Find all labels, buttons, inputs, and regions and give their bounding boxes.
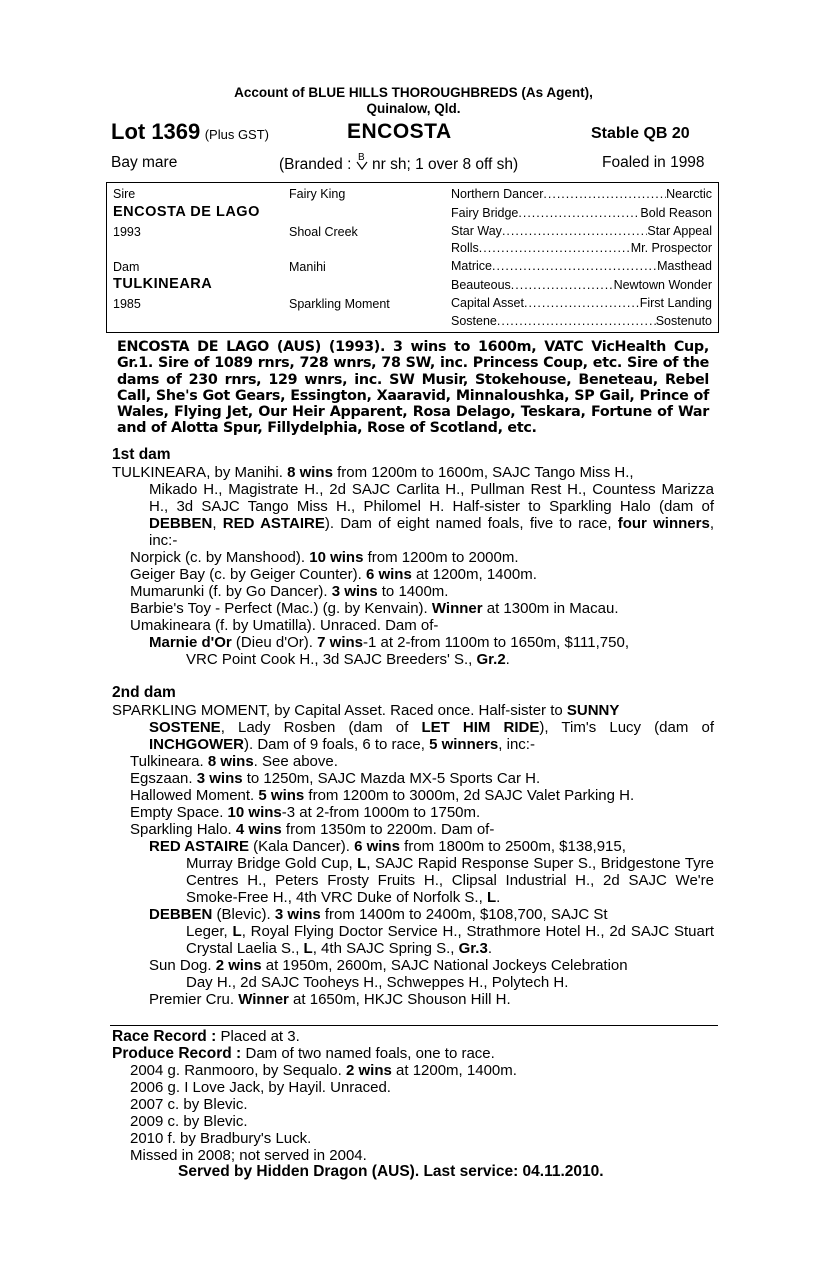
svg-text:B: B — [357, 152, 365, 163]
foal-entry: Norpick (c. by Manshood). 10 wins from 1200m to 2000m. — [130, 549, 519, 566]
foal-entry: Empty Space. 10 wins-3 at 2-from 1000m to 1750m. — [130, 804, 481, 821]
dam-dam: Sparkling Moment — [289, 297, 390, 311]
dam-name: TULKINEARA — [113, 276, 213, 292]
sire-summary: ENCOSTA DE LAGO (AUS) (1993). 3 wins to 1600m, VATC VicHealth Cup, Gr.1. Sire of 1089 rnrs, 728 wnrs, 78 SW, inc. Princess Coup, etc. Sire of the dams of 230 rnrs, 129 wnrs, inc. SW Musir, Stokehouse, Beneteau, Rebel Call, She's Got Gears, Essington, Xaaravid, Minnaloushka, SP Gail, Prince of Wales, Flying Jet, Our Heir Apparent, Rosa Delago, Teskara, Fortune of War and of Alotta Spur, Fillydelphia, Rose of Scotland, etc. — [117, 339, 709, 437]
foal-entry: Tulkineara. 8 wins. See above. — [130, 753, 338, 770]
sire-dam: Shoal Creek — [289, 225, 358, 239]
gen3-row: Northern Dancer ..... Nearctic — [451, 187, 712, 202]
section-divider — [110, 1025, 718, 1026]
grand-foal-entry: Sun Dog. 2 wins at 1950m, 2600m, SAJC National Jockeys Celebration — [149, 957, 628, 974]
foal-entry: Egszaan. 3 wins to 1250m, SAJC Mazda MX-5 Sports Car H. — [130, 770, 541, 787]
grand-foal-entry-cont: Leger, L, Royal Flying Doctor Service H., Strathmore Hotel H., 2d SAJC Stuart Crystal Laelia S., L, 4th SAJC Spring S., Gr.3. — [186, 923, 714, 957]
horse-sex: Bay mare — [111, 154, 178, 171]
gen3-row: Star Way ..... Star Appeal — [451, 224, 712, 239]
produce-item: 2010 f. by Bradbury's Luck. — [130, 1130, 312, 1147]
first-dam-details: Mikado H., Magistrate H., 2d SAJC Carlita H., Pullman Rest H., Countess Marizza H., 3d SAJC Tango Miss H., Philomel H. Half-sister to Sparkling Halo (dam of DEBBEN, RED ASTAIRE). Dam of eight named foals, five to race, four winners, inc:- — [149, 481, 714, 549]
produce-item: Missed in 2008; not served in 2004. — [130, 1147, 367, 1164]
gen3-row: Sostene ..... Sostenuto — [451, 314, 712, 329]
vendor-location: Quinalow, Qld. — [366, 101, 461, 116]
gen3-row: Rolls ..... Mr. Prospector — [451, 241, 712, 256]
first-dam-intro: TULKINEARA, by Manihi. 8 wins from 1200m to 1600m, SAJC Tango Miss H., — [112, 464, 634, 481]
gst-note: (Plus GST) — [204, 127, 270, 142]
grand-foal-entry-cont: Day H., 2d SAJC Tooheys H., Schweppes H., Polytech H. — [186, 974, 569, 991]
produce-item: 2006 g. I Love Jack, by Hayil. Unraced. — [130, 1079, 391, 1096]
sire-year: 1993 — [113, 225, 141, 239]
foal-entry: Geiger Bay (c. by Geiger Counter). 6 wins at 1200m, 1400m. — [130, 566, 537, 583]
grand-foal-entry-cont: Murray Bridge Gold Cup, L, SAJC Rapid Response Super S., Bridgestone Tyre Centres H., Peters Frosty Fruits H., Clipsal Industrial H., 2d SAJC We're Smoke-Free H., 4th VRC Duke of Norfolk S., L. — [186, 855, 714, 906]
grand-foal-entry: DEBBEN (Blevic). 3 wins from 1400m to 2400m, $108,700, SAJC St — [149, 906, 608, 923]
service-note: Served by Hidden Dragon (AUS). Last service: 04.11.2010. — [178, 1163, 604, 1180]
stable-code: Stable QB 20 — [591, 125, 690, 142]
sire-label: Sire — [113, 187, 136, 201]
brand-info — [279, 151, 518, 176]
foal-entry: Umakineara (f. by Umatilla). Unraced. Dam of- — [130, 617, 439, 634]
grand-foal-entry: RED ASTAIRE (Kala Dancer). 6 wins from 1800m to 2500m, $138,915, — [149, 838, 626, 855]
lot-number — [111, 119, 269, 145]
second-dam-heading: 2nd dam — [112, 684, 176, 701]
sire-name: ENCOSTA DE LAGO — [113, 204, 260, 220]
produce-item: 2009 c. by Blevic. — [130, 1113, 248, 1130]
grand-foal-entry-cont: VRC Point Cook H., 3d SAJC Breeders' S., Gr.2. — [186, 651, 510, 668]
produce-item: 2007 c. by Blevic. — [130, 1096, 248, 1113]
sire-sire: Fairy King — [289, 187, 346, 201]
race-record: Race Record : Placed at 3. — [112, 1028, 300, 1045]
first-dam-heading: 1st dam — [112, 446, 171, 463]
foal-entry: Hallowed Moment. 5 wins from 1200m to 3000m, 2d SAJC Valet Parking H. — [130, 787, 635, 804]
brand-prefix: (Branded : — [279, 156, 352, 173]
horse-name: ENCOSTA — [347, 120, 452, 143]
gen3-row: Capital Asset ..... First Landing — [451, 296, 712, 311]
grand-foal-entry: Marnie d'Or (Dieu d'Or). 7 wins-1 at 2-from 1100m to 1650m, $111,750, — [149, 634, 629, 651]
vendor-line: Account of BLUE HILLS THOROUGHBREDS (As Agent), — [234, 85, 593, 100]
gen3-row: Beauteous ..... Newtown Wonder — [451, 278, 712, 293]
dam-sire: Manihi — [289, 260, 326, 274]
dam-year: 1985 — [113, 297, 141, 311]
second-dam-intro: SPARKLING MOMENT, by Capital Asset. Raced once. Half-sister to SUNNY — [112, 702, 620, 719]
gen3-row: Matrice ..... Masthead — [451, 259, 712, 274]
second-dam-details: SOSTENE, Lady Rosben (dam of LET HIM RIDE), Tim's Lucy (dam of INCHGOWER). Dam of 9 foals, 6 to race, 5 winners, inc:- — [149, 719, 714, 753]
pedigree-table — [106, 182, 719, 333]
foal-entry: Barbie's Toy - Perfect (Mac.) (g. by Kenvain). Winner at 1300m in Macau. — [130, 600, 619, 617]
gen3-row: Fairy Bridge ..... Bold Reason — [451, 206, 712, 221]
lot-label: Lot 1369 — [111, 119, 201, 144]
grand-foal-entry: Premier Cru. Winner at 1650m, HKJC Shouson Hill H. — [149, 991, 511, 1008]
brand-suffix: nr sh; 1 over 8 off sh) — [372, 156, 519, 173]
brand-icon — [356, 151, 368, 176]
foal-entry: Mumarunki (f. by Go Dancer). 3 wins to 1400m. — [130, 583, 449, 600]
foaled-year: Foaled in 1998 — [602, 154, 705, 171]
dam-label: Dam — [113, 260, 140, 274]
foal-entry: Sparkling Halo. 4 wins from 1350m to 2200m. Dam of- — [130, 821, 495, 838]
produce-item: 2004 g. Ranmooro, by Sequalo. 2 wins at 1200m, 1400m. — [130, 1062, 517, 1079]
produce-record: Produce Record : Dam of two named foals, one to race. — [112, 1045, 495, 1062]
